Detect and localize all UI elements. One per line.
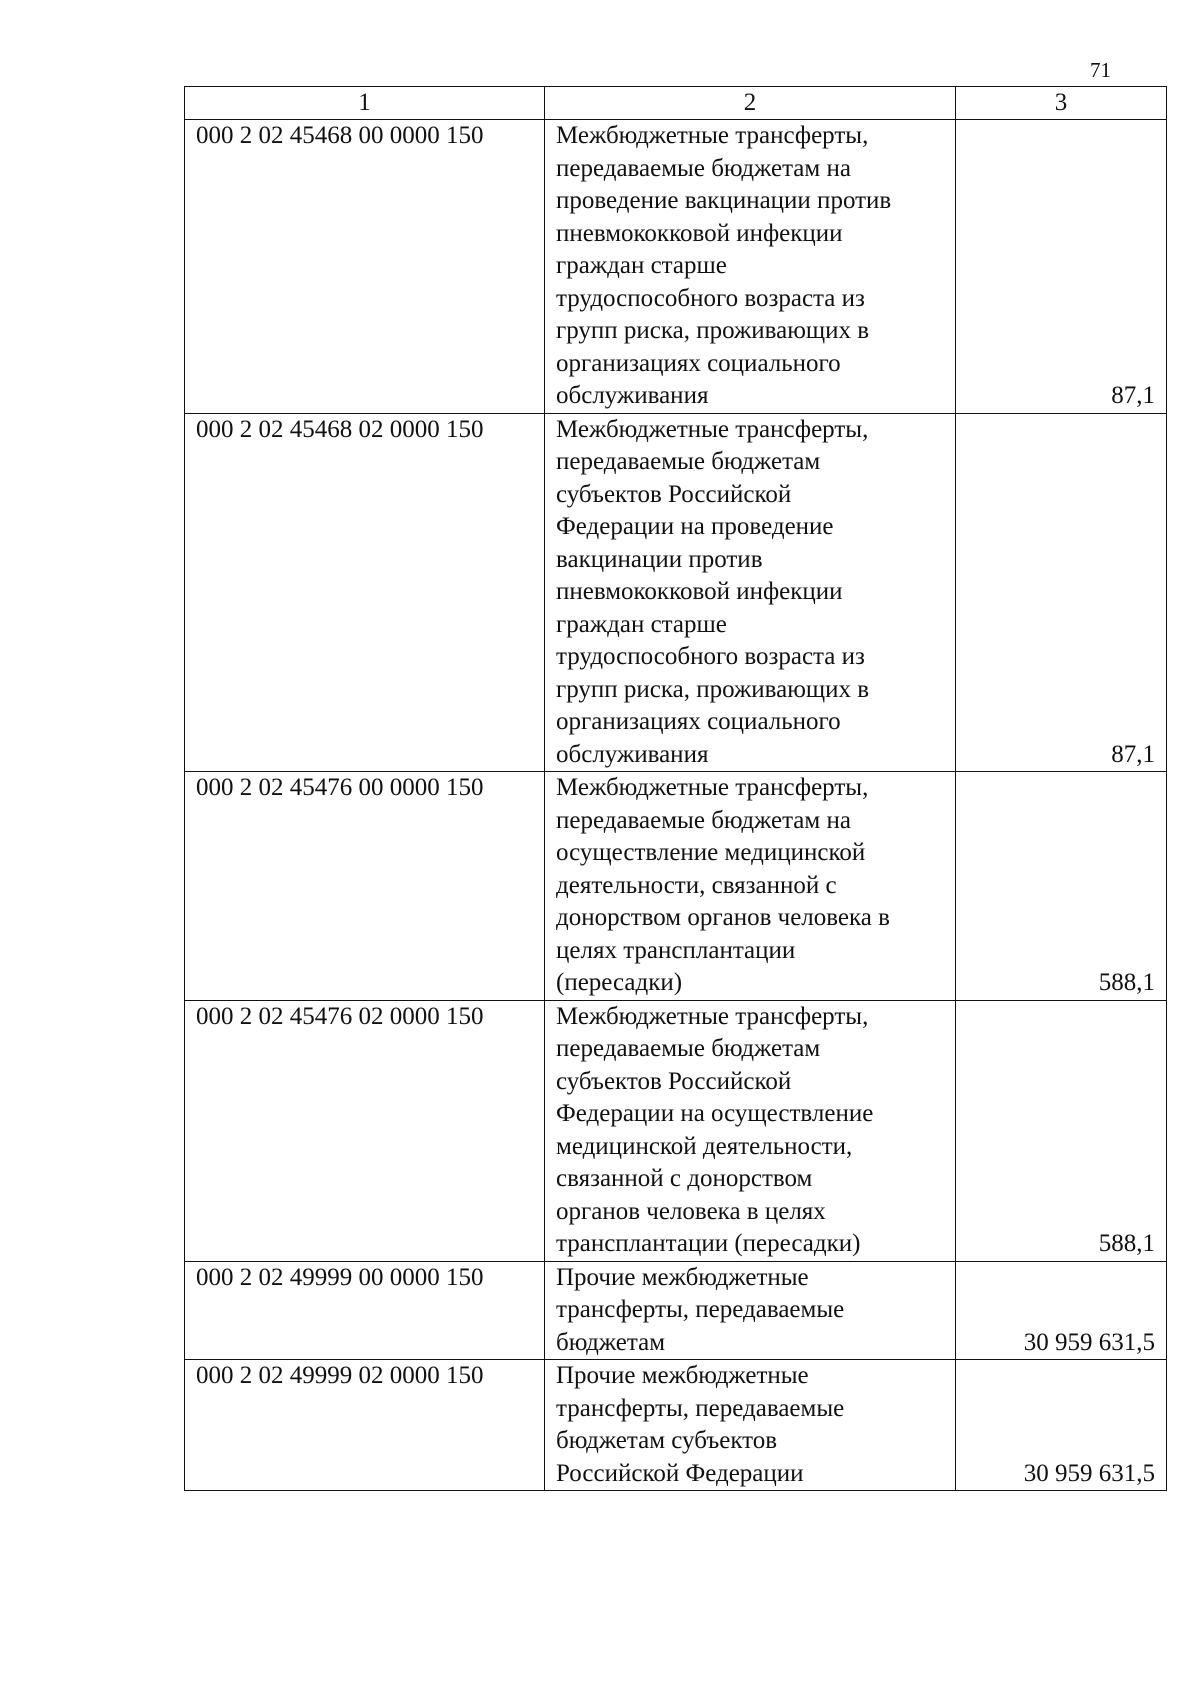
transfer-name-line: Межбюджетные трансферты, xyxy=(556,774,869,801)
column-header-amount: 3 xyxy=(956,87,1167,120)
transfer-name-line: граждан старше xyxy=(556,610,727,638)
transfer-name-line: обслуживания xyxy=(556,740,709,768)
transfer-name-line: передаваемые бюджетам на xyxy=(556,154,851,182)
table-row xyxy=(185,1261,1167,1360)
transfer-name-line: групп риска, проживающих в xyxy=(556,675,870,703)
transfer-name-line: организациях социального xyxy=(556,708,841,735)
transfer-name-line: (пересадки) xyxy=(556,969,683,996)
amount-cell: 87,1 xyxy=(956,120,1167,414)
transfer-name-line: передаваемые бюджетам xyxy=(556,1035,821,1062)
transfer-name-line: осуществление медицинской xyxy=(556,839,866,866)
table-header-row xyxy=(185,87,1167,120)
transfer-name-line: бюджетам субъектов xyxy=(556,1427,778,1454)
column-header-name: 2 xyxy=(545,87,956,120)
transfer-name-line: связанной с донорством xyxy=(556,1165,813,1192)
transfer-name-line: Межбюджетные трансферты, xyxy=(556,415,869,443)
transfer-name-line: вакцинации против xyxy=(556,545,763,573)
budget-code-cell: 000 2 02 49999 02 0000 150 xyxy=(185,1360,545,1491)
column-header-code: 1 xyxy=(185,87,545,120)
transfer-name-line: Прочие межбюджетные xyxy=(556,1362,809,1389)
transfer-name-line: Федерации на проведение xyxy=(556,513,834,540)
transfer-name-line: граждан старше xyxy=(556,252,727,279)
table-row xyxy=(185,1360,1167,1491)
transfer-name-line: бюджетам xyxy=(556,1328,666,1356)
transfer-name-line: обслуживания xyxy=(556,382,709,409)
transfer-name-line: передаваемые бюджетам на xyxy=(556,806,851,834)
budget-code-cell: 000 2 02 49999 00 0000 150 xyxy=(185,1261,545,1360)
page-number: 71 xyxy=(1090,58,1111,82)
transfer-name-line: Межбюджетные трансферты, xyxy=(556,1002,869,1030)
transfer-name-line: проведение вакцинации против xyxy=(556,187,892,214)
budget-code-cell: 000 2 02 45476 02 0000 150 xyxy=(185,1000,545,1261)
transfer-name-line: Федерации на осуществление xyxy=(556,1100,874,1127)
transfer-name-line: трансферты, передаваемые xyxy=(556,1394,845,1422)
transfer-name-cell xyxy=(545,1360,956,1491)
budget-code-cell: 000 2 02 45468 00 0000 150 xyxy=(185,120,545,414)
amount-cell: 30 959 631,5 xyxy=(956,1360,1167,1491)
transfer-name-line: трудоспособного возраста из xyxy=(556,284,865,312)
transfer-name-line: донорством органов человека в xyxy=(556,904,890,931)
table-row xyxy=(185,413,1167,772)
transfer-name-line: медицинской деятельности, xyxy=(556,1132,853,1160)
transfer-name-line: субъектов Российской xyxy=(556,1067,792,1095)
amount-cell: 588,1 xyxy=(956,772,1167,1001)
table-row xyxy=(185,120,1167,414)
transfer-name-line: организациях социального xyxy=(556,349,841,377)
transfer-name-line: Межбюджетные трансферты, xyxy=(556,122,869,149)
transfer-name-line: трудоспособного возраста из xyxy=(556,643,865,670)
transfer-name-cell xyxy=(545,1000,956,1261)
table-body xyxy=(185,120,1167,1491)
transfer-name-line: трансплантации (пересадки) xyxy=(556,1230,861,1257)
table-row xyxy=(185,1000,1167,1261)
transfer-name-cell xyxy=(545,1261,956,1360)
amount-cell: 87,1 xyxy=(956,413,1167,772)
transfer-name-line: целях трансплантации xyxy=(556,936,796,964)
amount-cell: 30 959 631,5 xyxy=(956,1261,1167,1360)
amount-cell: 588,1 xyxy=(956,1000,1167,1261)
transfer-name-line: передаваемые бюджетам xyxy=(556,448,821,475)
transfer-name-line: трансферты, передаваемые xyxy=(556,1296,845,1323)
budget-table xyxy=(184,86,1167,1491)
transfer-name-line: пневмококковой инфекции xyxy=(556,219,843,247)
transfer-name-line: органов человека в целях xyxy=(556,1197,826,1225)
transfer-name-cell xyxy=(545,413,956,772)
transfer-name-cell xyxy=(545,120,956,414)
table-row xyxy=(185,772,1167,1001)
transfer-name-cell xyxy=(545,772,956,1001)
transfer-name-line: деятельности, связанной с xyxy=(556,871,837,899)
transfer-name-line: Российской Федерации xyxy=(556,1459,804,1487)
budget-code-cell: 000 2 02 45468 02 0000 150 xyxy=(185,413,545,772)
transfer-name-line: субъектов Российской xyxy=(556,480,792,508)
transfer-name-line: пневмококковой инфекции xyxy=(556,578,843,605)
transfer-name-line: групп риска, проживающих в xyxy=(556,317,870,344)
transfer-name-line: Прочие межбюджетные xyxy=(556,1263,809,1291)
budget-code-cell: 000 2 02 45476 00 0000 150 xyxy=(185,772,545,1001)
